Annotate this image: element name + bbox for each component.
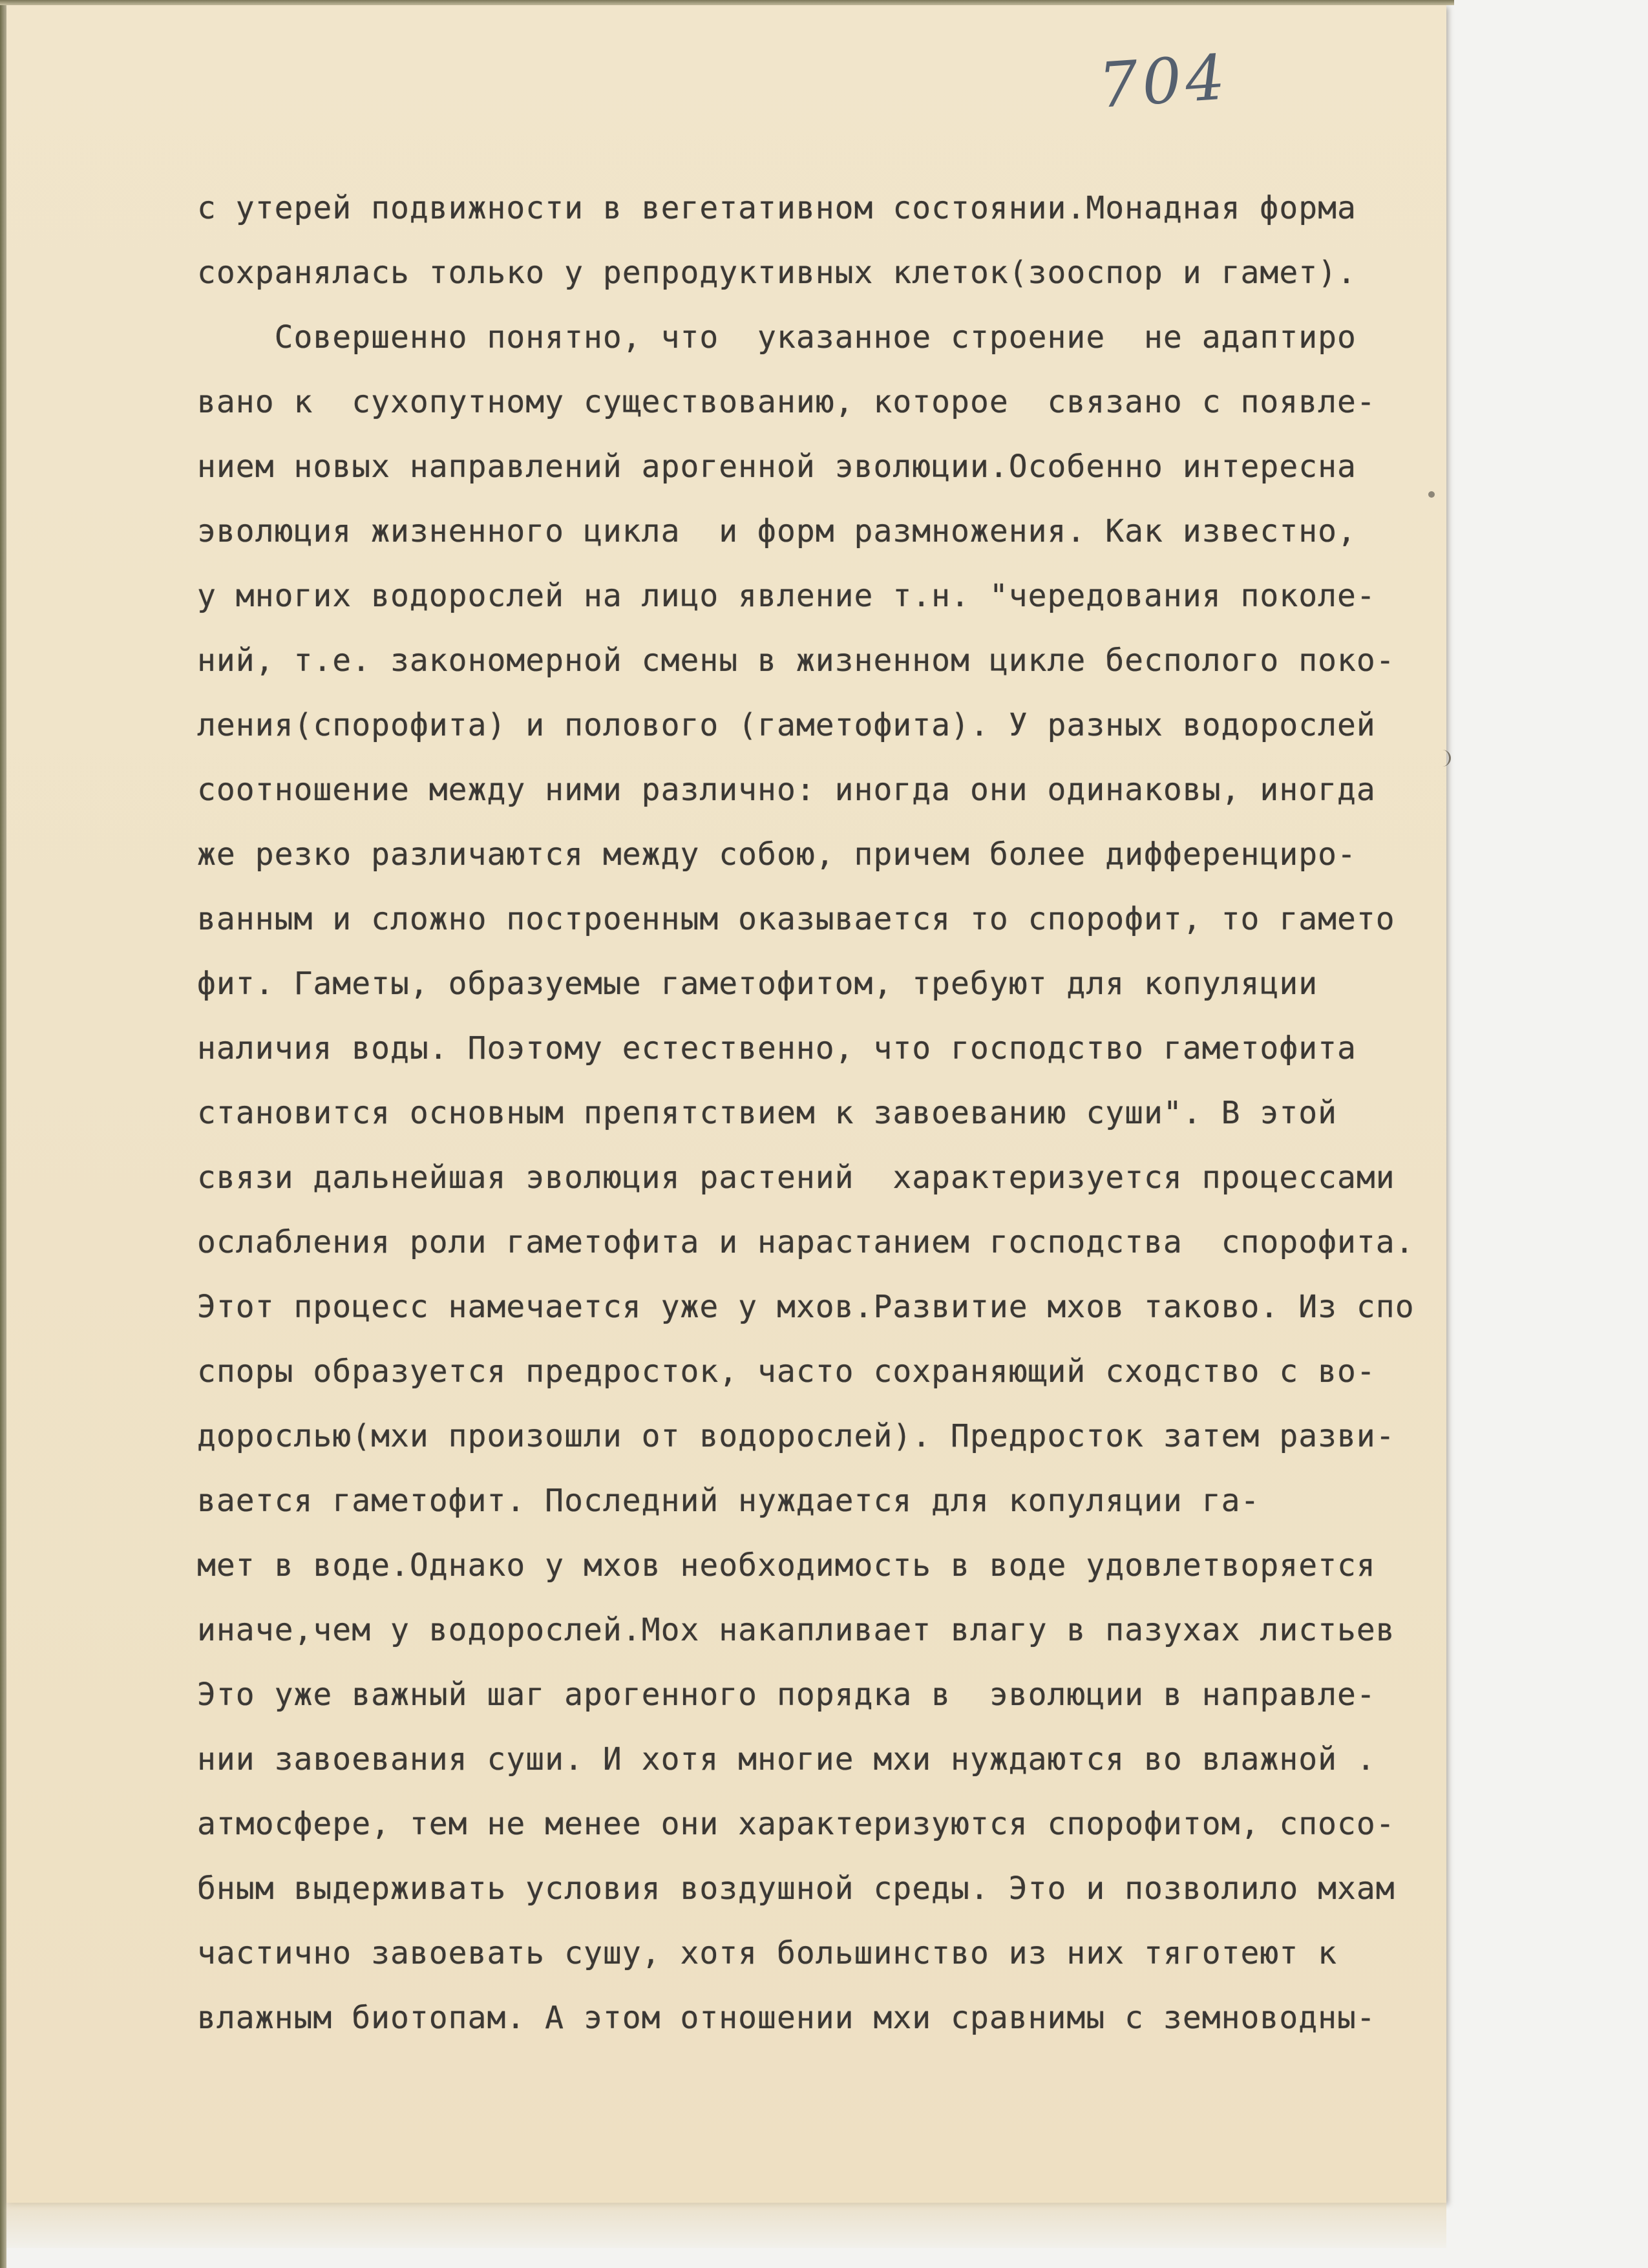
scanner-top-edge (0, 0, 1454, 5)
text-line: споры образуется предросток, часто сохраняющий сходство с во- (197, 1353, 1376, 1390)
text-line: у многих водорослей на лицо явление т.н. "чередования поколе- (197, 578, 1376, 614)
text-line: нии завоевания суши. И хотя многие мхи нуждаются во влажной . (197, 1741, 1376, 1777)
text-line: фит. Гаметы, образуемые гаметофитом, требуют для копуляции (197, 966, 1318, 1002)
paper-bottom-shadow (6, 2203, 1446, 2248)
text-line: атмосфере, тем не менее они характеризуются спорофитом, спосо- (197, 1806, 1395, 1842)
text-line: же резко различаются между собою, причем более дифференциро- (197, 836, 1357, 873)
text-line: ления(спорофита) и полового (гаметофита). У разных водорослей (197, 707, 1376, 743)
text-line: ний, т.е. закономерной смены в жизненном цикле бесполого поко- (197, 642, 1395, 679)
text-line: дорослью(мхи произошли от водорослей). Предросток затем разви- (197, 1418, 1395, 1454)
text-line: Совершенно понятно, что указанное строение не адаптиро (197, 319, 1357, 355)
text-line: становится основным препятствием к завоеванию суши". В этой (197, 1095, 1338, 1131)
text-line: влажным биотопам. А этом отношении мхи сравнимы с земноводны- (197, 2000, 1376, 2036)
scanner-left-edge (0, 0, 6, 2268)
text-line: нием новых направлений арогенной эволюции.Особенно интересна (197, 449, 1357, 485)
text-line: сохранялась только у репродуктивных клеток(зооспор и гамет). (197, 255, 1357, 291)
text-line: эволюция жизненного цикла и форм размножения. Как известно, (197, 513, 1357, 549)
text-line: частично завоевать сушу, хотя большинство из них тяготеют к (197, 1935, 1338, 1971)
text-line: вано к сухопутному существованию, которое связано с появле- (197, 384, 1376, 420)
text-line: ослабления роли гаметофита и нарастанием господства спорофита. (197, 1224, 1415, 1260)
text-line: Это уже важный шаг арогенного порядка в эволюции в направле- (197, 1677, 1376, 1713)
text-line: ванным и сложно построенным оказывается то спорофит, то гамето (197, 901, 1395, 937)
text-line: мет в воде.Однако у мхов необходимость в воде удовлетворяется (197, 1547, 1376, 1584)
page-number: 704 (1096, 41, 1231, 122)
typewritten-text (197, 176, 1457, 2050)
text-line: вается гаметофит. Последний нуждается для копуляции га- (197, 1483, 1260, 1519)
text-line: иначе,чем у водорослей.Мох накапливает влагу в пазухах листьев (197, 1612, 1395, 1648)
text-line: связи дальнейшая эволюция растений характеризуется процессами (197, 1160, 1395, 1196)
text-line: с утерей подвижности в вегетативном состоянии.Монадная форма (197, 190, 1357, 226)
text-line: бным выдерживать условия воздушной среды. Это и позволило мхам (197, 1871, 1395, 1907)
text-line: соотношение между ними различно: иногда они одинаковы, иногда (197, 772, 1376, 808)
text-line: Этот процесс намечается уже у мхов.Развитие мхов таково. Из спо (197, 1289, 1415, 1325)
text-line: наличия воды. Поэтому естественно, что господство гаметофита (197, 1030, 1357, 1066)
